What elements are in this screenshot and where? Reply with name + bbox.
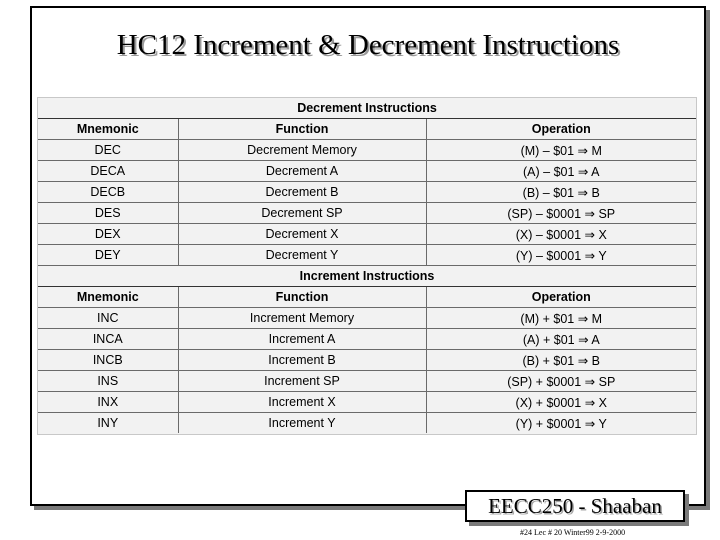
function-header: Function	[178, 287, 426, 308]
increment-header-row	[38, 287, 696, 308]
mnemonic-cell: INX	[38, 392, 178, 413]
function-cell: Increment SP	[178, 371, 426, 392]
decrement-header-row	[38, 119, 696, 140]
operation-header: Operation	[426, 119, 696, 140]
table-row	[38, 350, 696, 371]
function-cell: Increment Y	[178, 413, 426, 434]
increment-section-row	[38, 266, 696, 287]
mnemonic-cell: INY	[97, 416, 119, 430]
operation-cell: (M) + $01 ⇒ M	[426, 308, 696, 329]
mnemonic-cell: DECB	[38, 182, 178, 203]
operation-cell: (Y) – $0001 ⇒ Y	[426, 245, 696, 266]
table-row	[38, 140, 696, 161]
mnemonic-cell: DEC	[38, 140, 178, 161]
operation-cell: (Y) + $0001 ⇒ Y	[515, 416, 607, 431]
function-cell: Decrement SP	[178, 203, 426, 224]
operation-cell: (B) – $01 ⇒ B	[426, 182, 696, 203]
operation-cell: (SP) + $0001 ⇒ SP	[426, 371, 696, 392]
instruction-table	[38, 98, 696, 433]
table-row	[38, 203, 696, 224]
operation-cell: (X) + $0001 ⇒ X	[426, 392, 696, 413]
slide-title: HC12 Increment & Decrement Instructions	[116, 29, 620, 61]
function-cell: Decrement Memory	[178, 140, 426, 161]
mnemonic-cell: INCA	[38, 329, 178, 350]
mnemonic-cell: INS	[38, 371, 178, 392]
mnemonic-header: Mnemonic	[38, 287, 178, 308]
table-row	[38, 371, 696, 392]
table-row	[38, 308, 696, 329]
course-footer-box	[465, 490, 685, 522]
operation-cell: (A) – $01 ⇒ A	[426, 161, 696, 182]
function-cell: Decrement X	[178, 224, 426, 245]
function-cell: Decrement A	[178, 161, 426, 182]
mnemonic-cell: DES	[38, 203, 178, 224]
mnemonic-cell: DEY	[38, 245, 178, 266]
table-row	[38, 224, 696, 245]
mnemonic-cell: INCB	[38, 350, 178, 371]
function-cell: Decrement Y	[178, 245, 426, 266]
decrement-section-title: Decrement Instructions	[38, 98, 696, 119]
table-row	[38, 161, 696, 182]
function-cell: Increment Memory	[178, 308, 426, 329]
mnemonic-header: Mnemonic	[38, 119, 178, 140]
instruction-table-area	[37, 97, 697, 435]
mnemonic-cell: INC	[38, 308, 178, 329]
table-row	[38, 392, 696, 413]
operation-cell: (M) – $01 ⇒ M	[426, 140, 696, 161]
function-header: Function	[178, 119, 426, 140]
mnemonic-cell: DECA	[38, 161, 178, 182]
operation-cell: (X) – $0001 ⇒ X	[426, 224, 696, 245]
function-cell: Decrement B	[178, 182, 426, 203]
table-row	[38, 413, 696, 434]
slide-meta: #24 Lec # 20 Winter99 2-9-2000	[520, 528, 626, 537]
table-row	[38, 329, 696, 350]
table-row	[38, 245, 696, 266]
mnemonic-cell: DEX	[38, 224, 178, 245]
operation-header: Operation	[426, 287, 696, 308]
operation-cell: (SP) – $0001 ⇒ SP	[426, 203, 696, 224]
decrement-section-row	[38, 98, 696, 119]
function-cell: Increment B	[178, 350, 426, 371]
course-label: EECC250 - Shaaban	[488, 494, 662, 518]
increment-section-title: Increment Instructions	[38, 266, 696, 287]
function-cell: Increment X	[178, 392, 426, 413]
operation-cell: (B) + $01 ⇒ B	[426, 350, 696, 371]
table-row	[38, 182, 696, 203]
operation-cell: (A) + $01 ⇒ A	[426, 329, 696, 350]
function-cell: Increment A	[178, 329, 426, 350]
